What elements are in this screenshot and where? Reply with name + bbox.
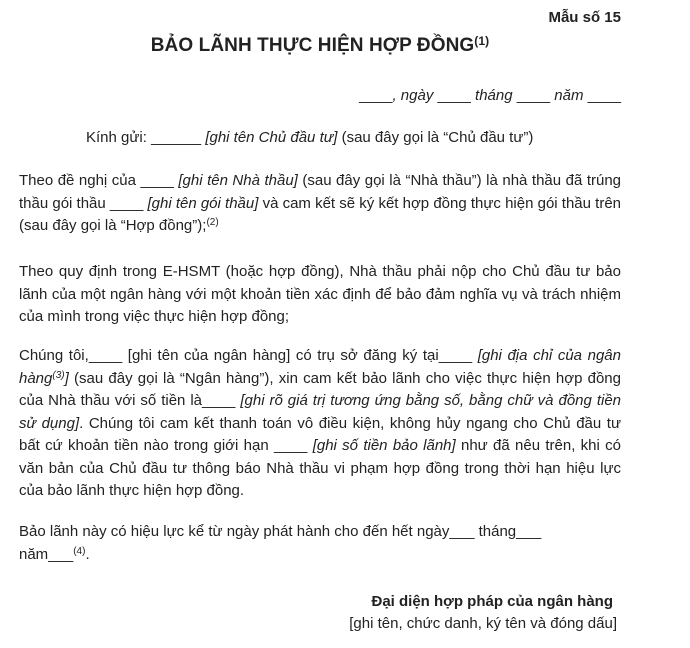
p1-footnote-marker: (2) <box>206 217 219 228</box>
p4-blank-month: ___ <box>516 523 542 540</box>
p4-blank-day: ___ <box>449 523 475 540</box>
addressee-line <box>86 129 533 146</box>
p3-text-1: Chúng tôi, <box>19 347 89 364</box>
title-text: BẢO LÃNH THỰC HIỆN HỢP ĐỒNG <box>150 35 475 56</box>
title-footnote-marker: (1) <box>474 34 490 48</box>
p3-placeholder-amount: [ghi rõ giá trị tương ứng bằng số, bằng chữ và đồng tiền sử dụng] <box>19 392 621 432</box>
p4-blank-year: ___ <box>48 545 74 563</box>
p3-text-5: như đã nêu trên, khi có văn bản của Chủ đầu tư thông báo Nhà thầu vi phạm hợp đồng trong thời hạn hiệu lực của bảo lãnh thực hiện hợp đồng. <box>19 437 622 499</box>
form-number: Mẫu số 15 <box>548 9 621 26</box>
p4-text-4: . <box>85 545 90 563</box>
p1-text-1: Theo đề nghị của <box>19 172 141 189</box>
signature-note: [ghi tên, chức danh, ký tên và đóng dấu] <box>349 615 617 632</box>
paragraph-regulation: Theo quy định trong E-HSMT (hoặc hợp đồng), Nhà thầu phải nộp cho Chủ đầu tư bảo lãnh của một ngân hàng với một khoản tiền xác định để bảo đảm nghĩa vụ và trách nhiệm của mình trong việc thực hiện hợp đồng; <box>19 263 621 325</box>
p3-blank-2: ____ <box>438 347 473 364</box>
p3-footnote-marker: (3) <box>52 369 65 381</box>
p4-footnote-marker: (4) <box>73 545 86 557</box>
p3-address-close: ] <box>64 369 69 387</box>
addressee-blank: ______ <box>151 129 202 146</box>
p3-text-3: (sau đây gọi là “Ngân hàng”), xin cam kết bảo lãnh cho việc thực hiện hợp đồng của Nhà thầu với số tiền là <box>19 369 621 409</box>
addressee-label: Kính gửi: <box>86 129 152 146</box>
p3-address-text: [ghi địa chỉ của ngân hàng <box>19 347 621 387</box>
p3-blank-3: ____ <box>202 392 236 409</box>
p1-blank-1: ____ <box>140 172 174 189</box>
p1-blank-2: ____ <box>109 194 144 212</box>
p4-text-3: năm <box>19 545 49 563</box>
year-label: năm <box>550 87 588 104</box>
day-label: , ngày <box>392 87 438 104</box>
place-blank: ____ <box>359 87 393 104</box>
paragraph-guarantee <box>19 345 621 503</box>
month-blank: ____ <box>516 87 551 104</box>
p3-placeholder-guarantee-amount: [ghi số tiền bảo lãnh] <box>312 437 456 454</box>
addressee-rest: (sau đây gọi là “Chủ đầu tư”) <box>337 129 534 146</box>
p4-text-2: tháng <box>474 523 517 540</box>
p3-blank-4: ____ <box>274 437 308 454</box>
p3-text-2: [ghi tên của ngân hàng] có trụ sở đăng ký tại <box>122 347 439 364</box>
p3-text-4: . Chúng tôi cam kết thanh toán vô điều kiện, không hủy ngang cho Chủ đầu tư bất cứ khoản tiền nào trong giới hạn <box>19 414 621 454</box>
p3-blank-1: ____ <box>88 347 123 364</box>
document-title <box>0 35 640 57</box>
paragraph-validity <box>19 521 621 566</box>
p4-text-1: Bảo lãnh này có hiệu lực kể từ ngày phát hành cho đến hết ngày <box>19 523 450 540</box>
p1-text-3: và cam kết sẽ ký kết hợp đồng thực hiện gói thầu trên (sau đây gọi là “Hợp đồng”); <box>19 194 622 234</box>
p1-placeholder-contractor: [ghi tên Nhà thầu] <box>178 172 298 189</box>
p1-text-2: (sau đây gọi là “Nhà thầu”) là nhà thầu đã trúng thầu gói thầu <box>19 172 622 212</box>
month-label: tháng <box>470 87 517 104</box>
day-blank: ____ <box>437 87 471 104</box>
year-blank: ____ <box>587 87 621 104</box>
date-line <box>359 87 621 104</box>
p1-placeholder-package: [ghi tên gói thầu] <box>147 194 259 212</box>
addressee-placeholder: [ghi tên Chủ đầu tư] <box>205 129 338 146</box>
signature-title: Đại diện hợp pháp của ngân hàng <box>371 593 613 610</box>
paragraph-request <box>19 170 621 238</box>
